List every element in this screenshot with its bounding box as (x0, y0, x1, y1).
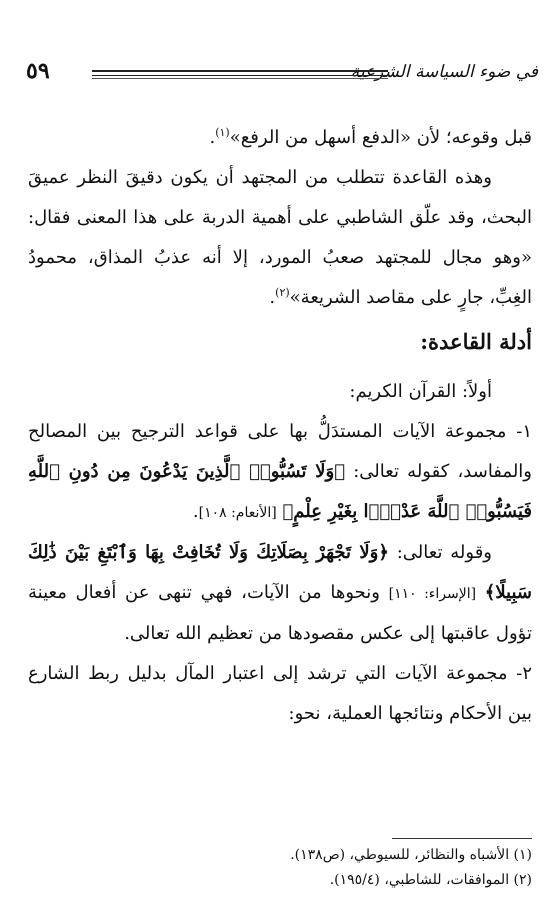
header-rule (92, 70, 388, 76)
footnote-ref-2[interactable]: (٢) (275, 286, 290, 299)
list-item-1 (28, 412, 532, 533)
item-2-text: مجموعة الآيات التي ترشد إلى اعتبار المآل بدليل ربط الشارع بين الأحكام ونتائجها العملية، نحو: (28, 663, 532, 724)
page-number: ٥٩ (26, 58, 50, 84)
paragraph-2 (28, 158, 532, 318)
subheading-quran: أولاً: القرآن الكريم: (349, 381, 492, 402)
paragraph-3-intro: وقوله تعالى: (396, 542, 492, 563)
item-2-number: ٢- (516, 663, 532, 684)
item-1-number: ١- (516, 421, 532, 442)
paragraph-3 (28, 533, 532, 654)
footnote-1: (١) الأشباه والنظائر، للسيوطي، (ص١٣٨). (290, 847, 532, 863)
item-1-end: . (192, 501, 199, 522)
running-header (22, 56, 538, 96)
paragraph-3-rest: ونحوها من الآيات، فهي تنهى عن أفعال معينة تؤول عاقبتها إلى عكس مقصودها من تعظيم الله تعالى. (28, 582, 532, 644)
section-heading: أدلة القاعدة: (420, 329, 532, 354)
footnote-ref-1[interactable]: (١) (215, 126, 230, 139)
footnote-2: (٢) الموافقات، للشاطبي، (١٩٥/٤). (329, 872, 532, 888)
header-rule-thin (92, 78, 388, 79)
verse-isra: ﴿وَلَا تَجْهَرْ بِصَلَاتِكَ وَلَا تُخَافِتْ بِهَا وَٱبْتَغِ بَيْنَ ذَٰلِكَ سَبِيلًا﴾ (28, 542, 532, 603)
list-item-2 (28, 654, 532, 734)
paragraph-1-end: . (209, 127, 216, 148)
running-title: في ضوء السياسة الشرعية (350, 62, 538, 82)
verse-anam: ﴿وَلَا تَسُبُّوا۟ ٱلَّذِينَ يَدْعُونَ مِن دُونِ ٱللَّهِ فَيَسُبُّوا۟ ٱللَّهَ عَدْوًۢا بِغَيْرِ عِلْمٍ﴾ (28, 461, 532, 522)
paragraph-2-end: . (269, 287, 276, 308)
main-text (28, 118, 532, 734)
footnote-rule (392, 838, 532, 839)
item-1-text: مجموعة الآيات المستدَلُّ بها على قواعد الترجيح بين المصالح والمفاسد، كقوله تعالى: (28, 421, 533, 482)
paragraph-1 (28, 118, 532, 158)
footnotes (28, 843, 532, 893)
verse-ref-anam: [الأنعام: ١٠٨] (198, 505, 277, 521)
paragraph-2-text: وهذه القاعدة تتطلب من المجتهد أن يكون دقيقَ النظر عميقَ البحث، وقد علّق الشاطبي على أهمية الدربة على هذا المعنى فقال: «وهو مجال للمجتهد صعبُ المورد، إلا أنه عذبُ المذاق، محمودُ الغِبِّ، جارٍ على مقاصد الشريعة» (28, 167, 532, 308)
verse-ref-isra: [الإسراء: ١١٠] (388, 586, 477, 602)
paragraph-1-text: قبل وقوعه؛ لأن «الدفع أسهل من الرفع» (229, 127, 532, 148)
